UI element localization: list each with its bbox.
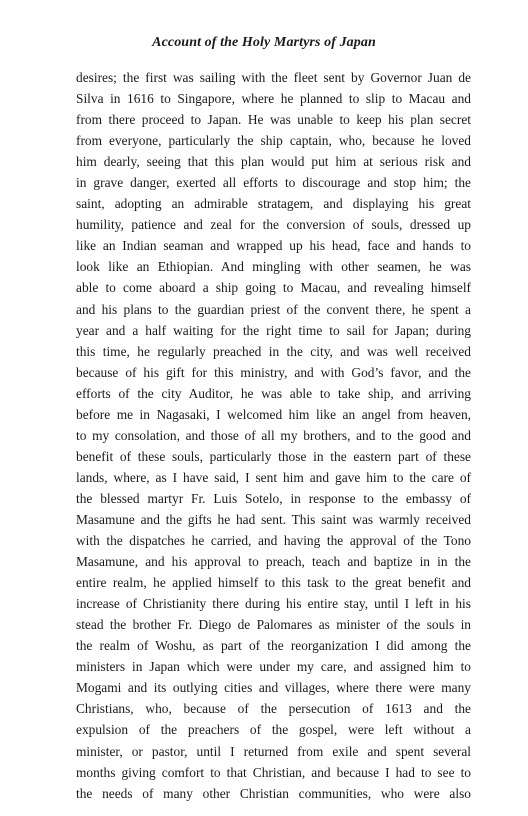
text-line: Mogami and its outlying cities and villages, where there were many [76,680,471,696]
text-line: lands, where, as I have said, I sent him and gave him to the care of [76,469,471,485]
text-line: the needs of many other Christian communities, who were also [76,785,471,801]
text-line: year and a half waiting for the right time to sail for Japan; during [76,322,471,338]
text-line: desires; the first was sailing with the fleet sent by Governor Juan de [76,70,471,85]
text-line: from there proceed to Japan. He was unable to keep his plan secret [76,112,471,128]
text-line: able to come aboard a ship going to Macau, and revealing himself [76,280,471,296]
text-line: minister, or pastor, until I returned from exile and spent several [76,743,471,759]
text-line: Masamune, and his approval to preach, teach and baptize in in the [76,554,471,570]
text-line: look like an Ethiopian. And mingling with other seamen, he was [76,259,471,275]
text-line: saint, adopting an admirable stratagem, and displaying his great [76,196,471,212]
text-line: this time, he regularly preached in the city, and was well received [76,343,471,359]
text-line: from everyone, particularly the ship captain, who, because he loved [76,133,471,149]
text-line: him dearly, seeing that this plan would put him at serious risk and [76,154,471,170]
text-line: and his plans to the guardian priest of the convent there, he spent a [76,301,471,317]
text-line: to my consolation, and those of all my brothers, and to the good and [76,427,471,443]
text-line: benefit of these souls, particularly those in the eastern part of these [76,448,471,464]
text-line: with the dispatches he carried, and having the approval of the Tono [76,533,471,549]
text-line: like an Indian seaman and wrapped up his head, face and hands to [76,238,471,254]
text-line: months giving comfort to that Christian, and because I had to see to [76,764,471,780]
text-line: because of his gift for this ministry, and with God’s favor, and the [76,364,471,380]
text-line: before me in Nagasaki, I welcomed him like an angel from heaven, [76,406,471,422]
text-line: ministers in Japan which were under my care, and assigned him to [76,659,471,675]
text-line: in grave danger, exerted all efforts to discourage and stop him; the [76,175,471,191]
body-text [76,67,471,804]
text-line: entire realm, he applied himself to this task to the great benefit and [76,575,471,591]
text-line: the blessed martyr Fr. Luis Sotelo, in response to the embassy of [76,490,471,506]
text-line: expulsion of the preachers of the gospel, were left without a [76,722,471,738]
text-line: Masamune and the gifts he had sent. This saint was warmly received [76,511,471,527]
text-line: stead the brother Fr. Diego de Palomares as minister of the souls in [76,617,471,633]
text-line: efforts of the city Auditor, he was able to take ship, and arriving [76,385,471,401]
text-line: the realm of Woshu, as part of the reorganization I did among the [76,638,471,654]
text-line: Silva in 1616 to Singapore, where he planned to slip to Macau and [76,91,471,107]
running-header: Account of the Holy Martyrs of Japan [152,35,376,50]
text-line: increase of Christianity there during his entire stay, until I left in his [76,596,471,612]
text-line: humility, patience and zeal for the conversion of souls, dressed up [76,217,471,233]
text-line: Christians, who, because of the persecution of 1613 and the [76,701,471,717]
